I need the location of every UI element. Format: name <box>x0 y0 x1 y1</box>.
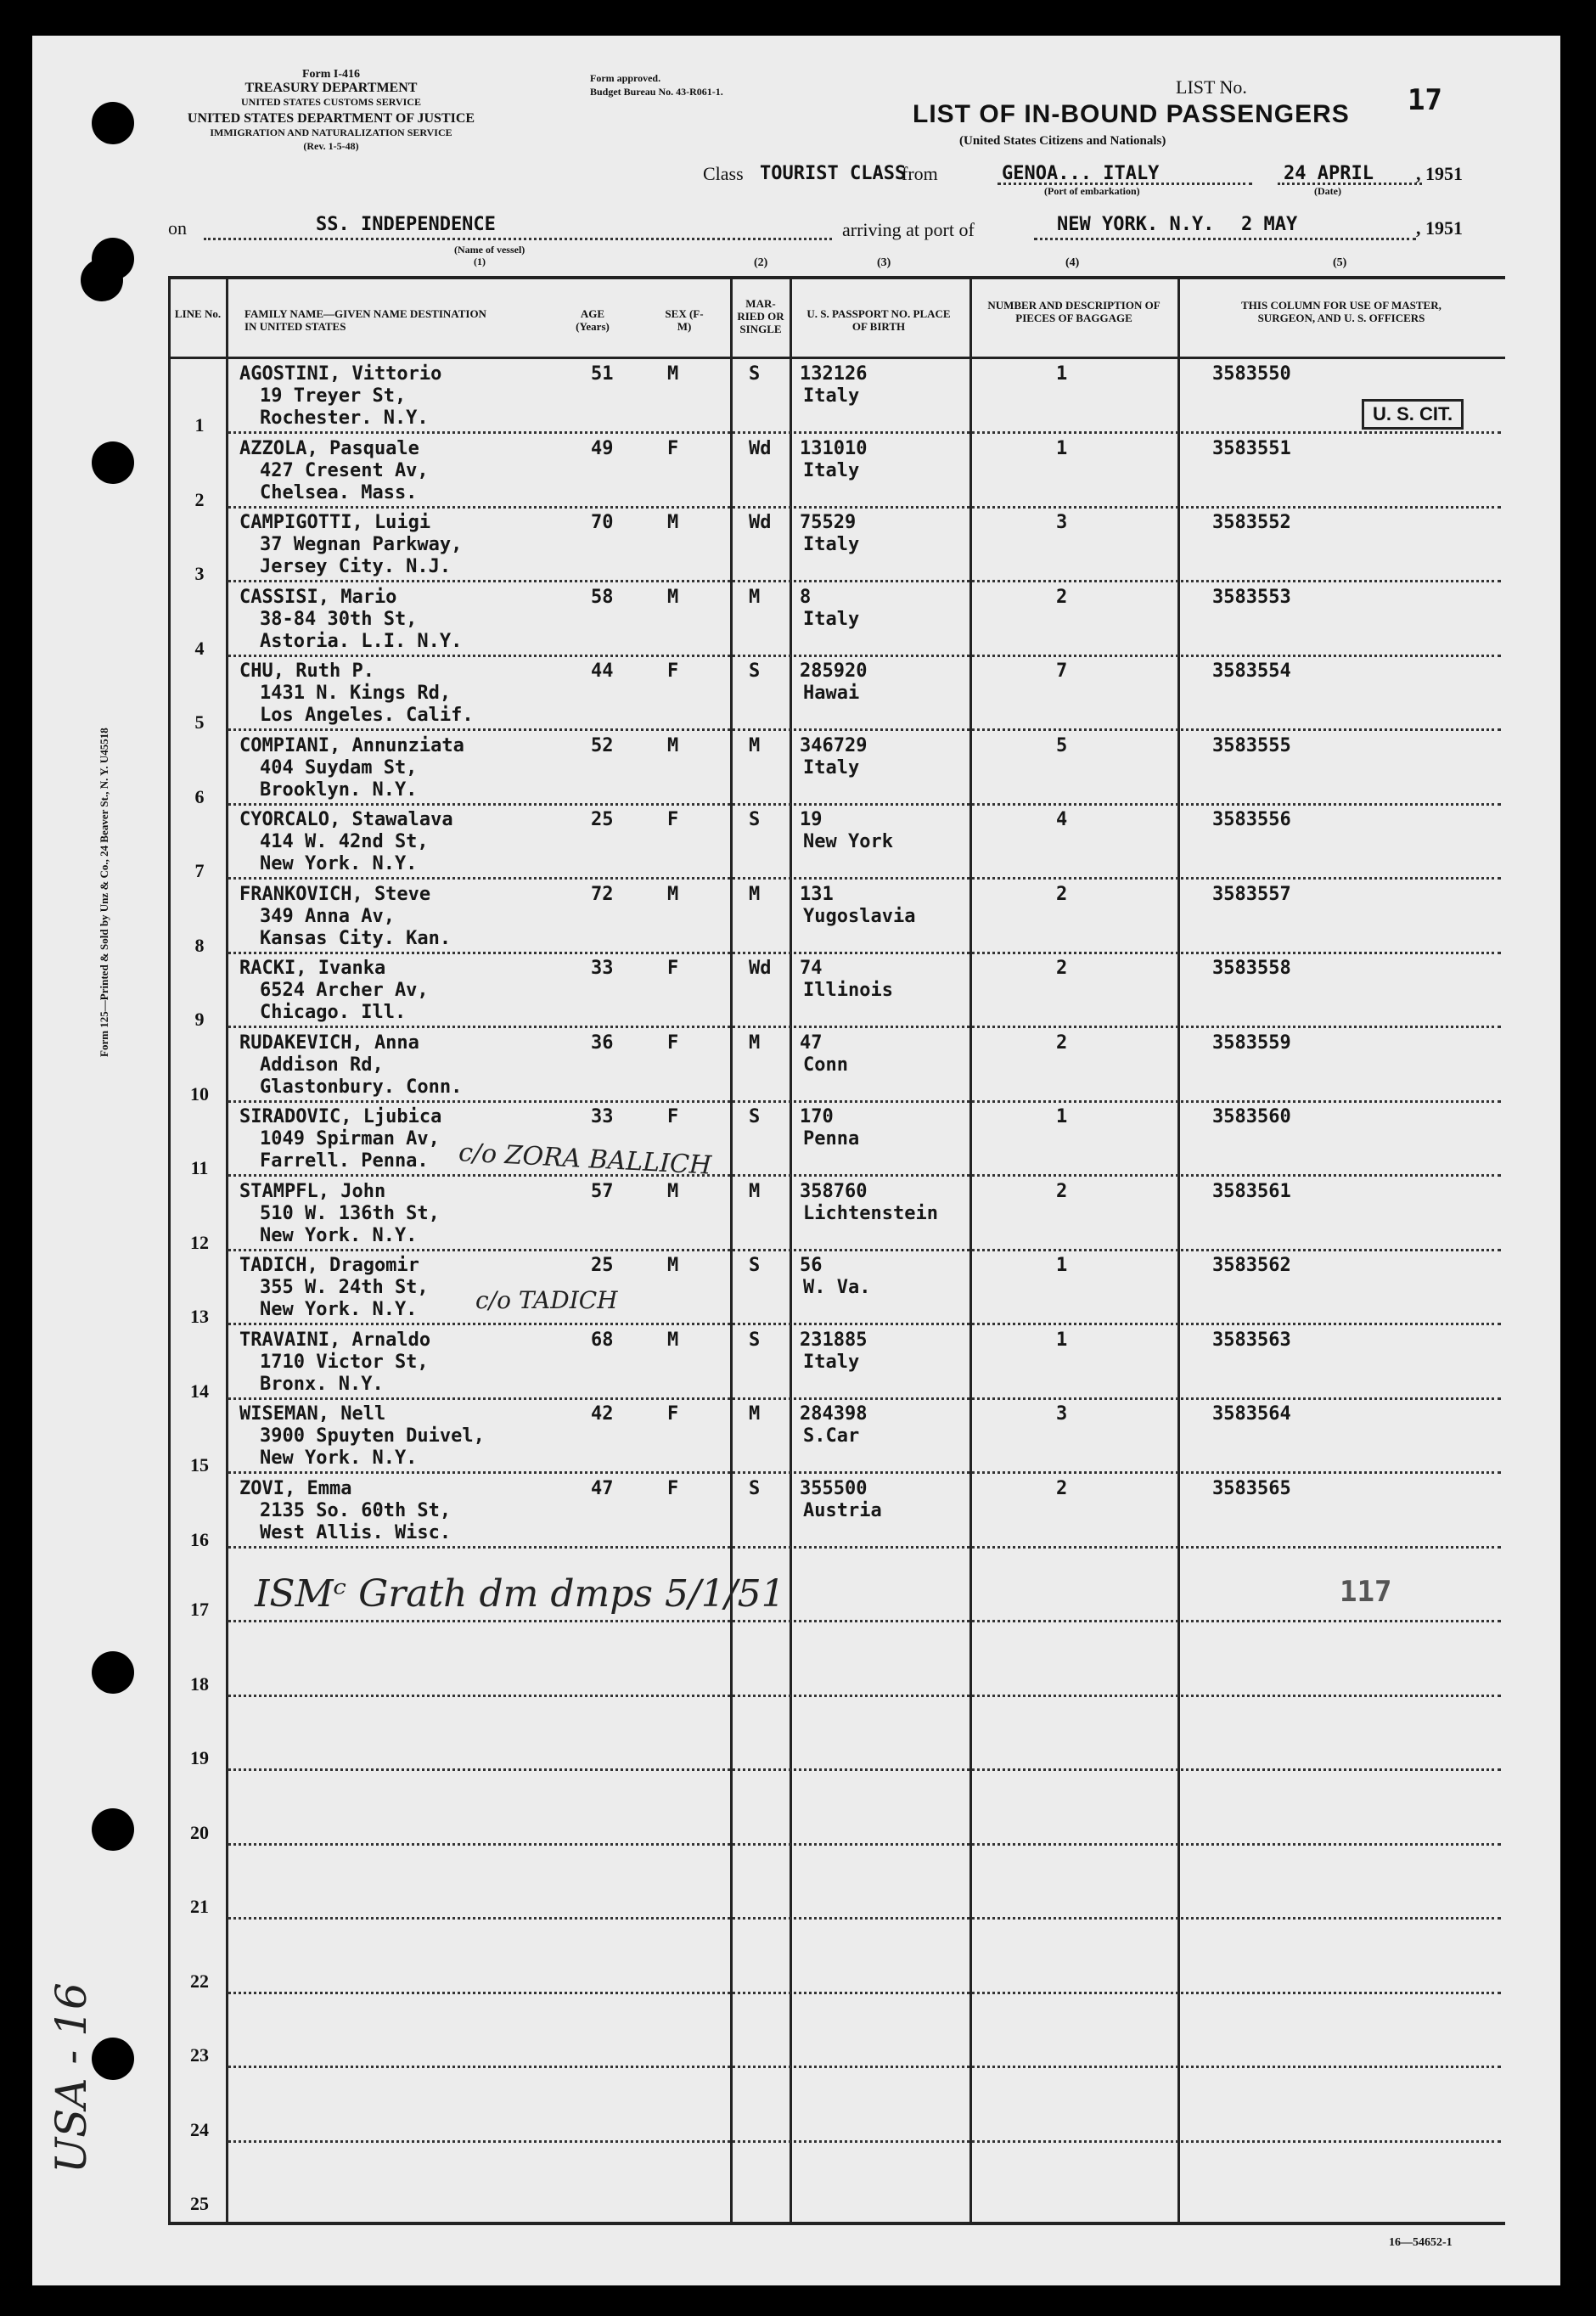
passenger-sex: F <box>667 809 679 830</box>
table-bottom-rule <box>168 2222 1505 2225</box>
passenger-name: CAMPIGOTTI, Luigi <box>239 512 431 533</box>
passenger-age: 58 <box>591 586 614 608</box>
row-separator <box>228 2066 1501 2068</box>
passenger-city: Brooklyn. N.Y. <box>260 779 418 801</box>
officer-number: 3583563 <box>1212 1329 1291 1351</box>
row-separator <box>228 803 1501 806</box>
header-bottom-rule <box>168 357 1505 359</box>
place-of-birth: Yugoslavia <box>803 905 916 927</box>
line-number: 24 <box>190 2118 209 2140</box>
marital-status: Wd <box>749 512 772 533</box>
passenger-city: New York. N.Y. <box>260 1299 418 1320</box>
passenger-name: CYORCALO, Stawalava <box>239 809 453 830</box>
passenger-name: CHU, Ruth P. <box>239 661 374 682</box>
marital-status: M <box>749 1403 761 1425</box>
passenger-sex: F <box>667 1403 679 1425</box>
passenger-name: SIRADOVIC, Ljubica <box>239 1106 442 1127</box>
line-number: 2 <box>194 488 205 510</box>
line-number: 10 <box>190 1082 209 1105</box>
passenger-city: Rochester. N.Y. <box>260 408 429 429</box>
passenger-address: 1431 N. Kings Rd, <box>260 683 452 704</box>
line-number: 9 <box>194 1009 205 1030</box>
colhead-line-no: LINE No. <box>174 307 222 320</box>
form-number: Form I-416 <box>301 68 361 81</box>
passenger-address: Addison Rd, <box>260 1054 384 1076</box>
passenger-name: RACKI, Ivanka <box>239 958 386 979</box>
vessel-caption-num: (1) <box>474 256 486 267</box>
form-header-left <box>170 68 492 153</box>
officer-number: 3583552 <box>1212 512 1291 533</box>
line-number: 7 <box>194 860 205 881</box>
row-separator <box>228 1397 1501 1400</box>
baggage-count: 5 <box>1056 734 1068 756</box>
row-separator <box>228 506 1501 509</box>
passenger-sex: F <box>667 1106 679 1127</box>
colhead-officers: THIS COLUMN FOR USE OF MASTER, SURGEON, AND U. S. OFFICERS <box>1241 299 1441 324</box>
place-of-birth: Austria <box>803 1499 882 1521</box>
us-citizen-stamp: U. S. CIT. <box>1362 399 1464 430</box>
binder-hole <box>92 441 134 484</box>
row-separator <box>228 1843 1501 1846</box>
passenger-city: New York. N.Y. <box>260 853 418 874</box>
passenger-city: Kansas City. Kan. <box>260 927 452 949</box>
passenger-city: Chicago. Ill. <box>260 1002 407 1023</box>
passport-number: 285920 <box>800 661 868 682</box>
passport-number: 47 <box>800 1032 823 1054</box>
passenger-address: 6524 Archer Av, <box>260 980 429 1001</box>
row-separator <box>228 1026 1501 1028</box>
marital-status: S <box>749 363 761 385</box>
colhead-sex: SEX (F-M) <box>665 307 704 333</box>
passenger-name: FRANKOVICH, Steve <box>239 883 431 905</box>
baggage-count: 2 <box>1056 1477 1068 1499</box>
passenger-age: 47 <box>591 1477 614 1499</box>
passenger-sex: M <box>667 586 679 608</box>
place-of-birth: Italy <box>803 756 860 779</box>
marital-status: Wd <box>749 437 772 459</box>
colhead-age: AGE (Years) <box>576 307 610 333</box>
dotted-line <box>1278 183 1422 185</box>
passenger-age: 68 <box>591 1329 614 1351</box>
vessel-caption: (Name of vessel) <box>454 244 525 256</box>
baggage-count: 2 <box>1056 958 1068 979</box>
row-separator <box>228 952 1501 954</box>
baggage-count: 4 <box>1056 809 1068 830</box>
baggage-count: 2 <box>1056 1180 1068 1202</box>
baggage-count: 1 <box>1056 437 1068 459</box>
class-label: Class <box>703 163 744 184</box>
place-of-birth: Italy <box>803 534 860 555</box>
passport-number: 355500 <box>800 1477 868 1499</box>
marital-status: M <box>749 1180 761 1202</box>
officer-number: 3583565 <box>1212 1477 1291 1499</box>
passenger-sex: M <box>667 363 679 385</box>
officer-number: 3583560 <box>1212 1106 1291 1127</box>
embark-year: , 1951 <box>1416 163 1463 184</box>
list-no-label: LIST No. <box>1176 76 1247 98</box>
marital-status: S <box>749 661 761 682</box>
marital-status: Wd <box>749 958 772 979</box>
baggage-count: 1 <box>1056 363 1068 385</box>
immigration-service: IMMIGRATION AND NATURALIZATION SERVICE <box>210 126 452 138</box>
form-approved-text: Form approved. <box>590 72 661 84</box>
list-number: 17 <box>1408 83 1442 117</box>
baggage-count: 1 <box>1056 1255 1068 1276</box>
passport-number: 74 <box>800 958 823 979</box>
passport-number: 56 <box>800 1255 823 1276</box>
officer-number: 3583556 <box>1212 809 1291 830</box>
passenger-city: New York. N.Y. <box>260 1448 418 1469</box>
form-approved <box>590 71 723 98</box>
passenger-address: 510 W. 136th St, <box>260 1202 440 1224</box>
col-num-2: (2) <box>754 256 768 269</box>
dotted-line <box>1034 238 1416 240</box>
baggage-count: 2 <box>1056 586 1068 608</box>
passenger-sex: F <box>667 437 679 459</box>
passenger-name: STAMPFL, John <box>239 1180 386 1202</box>
baggage-count: 2 <box>1056 1032 1068 1054</box>
officer-number: 3583555 <box>1212 734 1291 756</box>
passport-number: 132126 <box>800 363 868 385</box>
colhead-baggage: NUMBER AND DESCRIPTION OF PIECES OF BAGGAGE <box>987 299 1160 324</box>
dotted-line <box>204 238 832 240</box>
line-number: 22 <box>190 1970 209 1992</box>
row-separator <box>228 580 1501 582</box>
officer-number: 3583564 <box>1212 1403 1291 1425</box>
passenger-sex: M <box>667 1329 679 1351</box>
place-of-birth: W. Va. <box>803 1277 871 1298</box>
passenger-age: 44 <box>591 661 614 682</box>
passport-number: 8 <box>800 586 812 608</box>
passenger-sex: F <box>667 958 679 979</box>
row-separator <box>228 431 1501 434</box>
officer-number: 3583562 <box>1212 1255 1291 1276</box>
passenger-city: New York. N.Y. <box>260 1224 418 1246</box>
binder-hole <box>92 1808 134 1851</box>
passenger-age: 33 <box>591 958 614 979</box>
row-separator <box>228 1323 1501 1325</box>
embark-date: 24 APRIL <box>1284 163 1374 184</box>
place-of-birth: Lichtenstein <box>803 1202 938 1224</box>
passenger-age: 51 <box>591 363 614 385</box>
printer-imprint: Form 125—Printed & Sold by Unz & Co., 24 Beaver St., N. Y. U45518 <box>98 728 110 1057</box>
passenger-name: AZZOLA, Pasquale <box>239 437 419 459</box>
passenger-age: 49 <box>591 437 614 459</box>
arrival-port: NEW YORK. N.Y. <box>1057 214 1215 235</box>
date-caption: (Date) <box>1314 185 1341 197</box>
table-left-border <box>168 276 171 2224</box>
passenger-name: TRAVAINI, Arnaldo <box>239 1329 431 1351</box>
passenger-address: 1710 Victor St, <box>260 1351 429 1373</box>
place-of-birth: Penna <box>803 1128 860 1150</box>
bleed-through-text <box>204 1596 209 1622</box>
passenger-name: RUDAKEVICH, Anna <box>239 1032 419 1054</box>
passenger-age: 33 <box>591 1106 614 1127</box>
officer-number: 3583554 <box>1212 661 1291 682</box>
page-title: LIST OF IN-BOUND PASSENGERS <box>913 100 1350 128</box>
line-number: 3 <box>194 563 205 584</box>
place-of-birth: Italy <box>803 608 860 630</box>
place-of-birth: Conn <box>803 1054 848 1076</box>
line-number: 21 <box>190 1896 209 1917</box>
line-number: 15 <box>190 1454 209 1476</box>
passenger-address: 427 Cresent Av, <box>260 459 429 481</box>
class-value: TOURIST CLASS <box>760 163 907 184</box>
col-num-4: (4) <box>1065 256 1080 269</box>
row-separator <box>228 1917 1501 1920</box>
passenger-age: 36 <box>591 1032 614 1054</box>
row-separator <box>228 1471 1501 1474</box>
passenger-sex: M <box>667 512 679 533</box>
passenger-name: TADICH, Dragomir <box>239 1255 419 1276</box>
passenger-total: 117 <box>1340 1575 1392 1609</box>
binder-hole <box>92 2038 134 2080</box>
row-separator <box>228 1100 1501 1103</box>
line-number: 12 <box>190 1231 209 1253</box>
passenger-sex: M <box>667 883 679 905</box>
marital-status: M <box>749 1032 761 1054</box>
passport-number: 231885 <box>800 1329 868 1351</box>
passport-number: 131 <box>800 883 834 905</box>
marital-status: M <box>749 586 761 608</box>
port-of-embarkation: GENOA... ITALY <box>1002 163 1160 184</box>
line-number: 23 <box>190 2044 209 2066</box>
row-separator <box>228 1695 1501 1697</box>
line-number: 8 <box>194 934 205 956</box>
line-number: 13 <box>190 1306 209 1327</box>
line-number: 14 <box>190 1380 209 1402</box>
passenger-city: Bronx. N.Y. <box>260 1373 384 1395</box>
line-number: 16 <box>190 1528 209 1550</box>
passenger-address: 38-84 30th St, <box>260 608 418 630</box>
baggage-count: 7 <box>1056 661 1068 682</box>
passenger-city: Jersey City. N.J. <box>260 556 452 577</box>
passenger-name: ZOVI, Emma <box>239 1477 352 1499</box>
budget-bureau: Budget Bureau No. 43-R061-1. <box>590 86 723 98</box>
passenger-city: West Allis. Wisc. <box>260 1521 452 1543</box>
baggage-count: 3 <box>1056 512 1068 533</box>
line-number: 18 <box>190 1672 209 1695</box>
passenger-name: COMPIANI, Annunziata <box>239 734 464 756</box>
officer-number: 3583551 <box>1212 437 1291 459</box>
passport-number: 19 <box>800 809 823 830</box>
place-of-birth: S.Car <box>803 1425 860 1447</box>
colhead-name: FAMILY NAME—GIVEN NAME DESTINATION IN UNITED STATES <box>244 307 486 333</box>
place-of-birth: Italy <box>803 385 860 407</box>
passport-number: 170 <box>800 1106 834 1127</box>
passenger-sex: F <box>667 661 679 682</box>
handwritten-margin-note: USA - 16 <box>47 1982 96 2173</box>
marital-status: S <box>749 1255 761 1276</box>
row-separator <box>228 728 1501 731</box>
officer-number: 3583557 <box>1212 883 1291 905</box>
passenger-name: WISEMAN, Nell <box>239 1403 386 1425</box>
row-separator <box>228 2140 1501 2143</box>
line-number: 1 <box>194 414 205 436</box>
row-separator <box>228 655 1501 657</box>
baggage-count: 3 <box>1056 1403 1068 1425</box>
passenger-address: 404 Suydam St, <box>260 756 418 779</box>
customs-service: UNITED STATES CUSTOMS SERVICE <box>241 96 421 108</box>
handwritten-zora-note: c/o ZORA BALLICH <box>458 1138 712 1181</box>
line-number: 5 <box>194 711 205 733</box>
marital-status: S <box>749 809 761 830</box>
officer-number: 3583553 <box>1212 586 1291 608</box>
place-of-birth: Hawai <box>803 683 860 704</box>
passenger-sex: M <box>667 734 679 756</box>
from-label: from <box>902 163 938 184</box>
col-num-5: (5) <box>1333 256 1347 269</box>
binder-hole <box>92 1651 134 1694</box>
place-of-birth: Italy <box>803 1351 860 1373</box>
row-separator <box>228 1768 1501 1771</box>
line-number: 6 <box>194 785 205 807</box>
passenger-city: Glastonbury. Conn. <box>260 1076 463 1098</box>
arriving-label: arriving at port of <box>842 219 975 240</box>
baggage-count: 2 <box>1056 883 1068 905</box>
passport-number: 284398 <box>800 1403 868 1425</box>
colhead-passport: U. S. PASSPORT NO. PLACE OF BIRTH <box>806 307 951 333</box>
passenger-city: Chelsea. Mass. <box>260 481 418 503</box>
passenger-address: 2135 So. 60th St, <box>260 1499 452 1521</box>
passenger-age: 25 <box>591 809 614 830</box>
row-separator <box>228 1546 1501 1549</box>
marital-status: M <box>749 734 761 756</box>
passport-number: 358760 <box>800 1180 868 1202</box>
passenger-age: 52 <box>591 734 614 756</box>
passenger-address: 355 W. 24th St, <box>260 1277 429 1298</box>
row-separator <box>228 1992 1501 1994</box>
line-number: 20 <box>190 1821 209 1843</box>
binder-hole <box>92 102 134 144</box>
passenger-sex: F <box>667 1032 679 1054</box>
line-number: 25 <box>190 2193 209 2214</box>
line-number: 17 <box>190 1599 209 1620</box>
passenger-city: Los Angeles. Calif. <box>260 705 474 726</box>
passenger-address: 349 Anna Av, <box>260 905 395 927</box>
passenger-age: 25 <box>591 1255 614 1276</box>
revision: (Rev. 1-5-48) <box>303 140 359 152</box>
port-caption: (Port of embarkation) <box>1044 185 1140 197</box>
passenger-address: 37 Wegnan Parkway, <box>260 534 463 555</box>
line-number: 4 <box>194 637 205 659</box>
row-separator <box>228 1249 1501 1251</box>
passport-number: 131010 <box>800 437 868 459</box>
passenger-sex: M <box>667 1180 679 1202</box>
row-separator <box>228 877 1501 880</box>
on-label: on <box>168 217 187 239</box>
officer-number: 3583561 <box>1212 1180 1291 1202</box>
line-number: 11 <box>190 1157 209 1178</box>
marital-status: M <box>749 883 761 905</box>
binder-hole <box>81 259 123 301</box>
treasury-dept: TREASURY DEPARTMENT <box>244 81 418 95</box>
marital-status: S <box>749 1477 761 1499</box>
passport-number: 346729 <box>800 734 868 756</box>
passenger-address: 3900 Spuyten Duivel, <box>260 1425 485 1447</box>
arrival-date: 2 MAY <box>1241 214 1298 235</box>
officer-number: 3583558 <box>1212 958 1291 979</box>
passenger-sex: M <box>667 1255 679 1276</box>
passenger-name: CASSISI, Mario <box>239 586 397 608</box>
vessel-name: SS. INDEPENDENCE <box>316 214 496 235</box>
place-of-birth: Italy <box>803 459 860 481</box>
passenger-city: Astoria. L.I. N.Y. <box>260 630 463 652</box>
footer-code: 16—54652-1 <box>1389 2236 1453 2249</box>
marital-status: S <box>749 1329 761 1351</box>
passenger-age: 70 <box>591 512 614 533</box>
passenger-age: 57 <box>591 1180 614 1202</box>
passenger-address: 1049 Spirman Av, <box>260 1128 440 1150</box>
arrival-year: , 1951 <box>1416 217 1463 239</box>
passenger-sex: F <box>667 1477 679 1499</box>
row-separator <box>228 1620 1501 1622</box>
colhead-married: MAR-RIED OR SINGLE <box>737 297 784 335</box>
col-num-3: (3) <box>877 256 891 269</box>
passenger-address: 414 W. 42nd St, <box>260 831 429 852</box>
handwritten-tadich-note: c/o TADICH <box>475 1286 618 1314</box>
row-separator <box>228 1174 1501 1177</box>
page-subtitle: (United States Citizens and Nationals) <box>959 134 1166 148</box>
passenger-city: Farrell. Penna. <box>260 1150 429 1172</box>
baggage-count: 1 <box>1056 1329 1068 1351</box>
place-of-birth: New York <box>803 831 893 852</box>
passenger-age: 72 <box>591 883 614 905</box>
place-of-birth: Illinois <box>803 980 893 1001</box>
officer-number: 3583550 <box>1212 363 1291 385</box>
passenger-age: 42 <box>591 1403 614 1425</box>
passport-number: 75529 <box>800 512 857 533</box>
justice-dept: UNITED STATES DEPARTMENT OF JUSTICE <box>187 111 475 126</box>
passenger-name: AGOSTINI, Vittorio <box>239 363 442 385</box>
handwritten-signature: ISMᶜ Grath dm dmps 5/1/51 <box>255 1572 785 1616</box>
passenger-address: 19 Treyer St, <box>260 385 407 407</box>
table-top-rule <box>168 276 1505 279</box>
baggage-count: 1 <box>1056 1106 1068 1127</box>
officer-number: 3583559 <box>1212 1032 1291 1054</box>
line-number: 19 <box>190 1747 209 1768</box>
marital-status: S <box>749 1106 761 1127</box>
